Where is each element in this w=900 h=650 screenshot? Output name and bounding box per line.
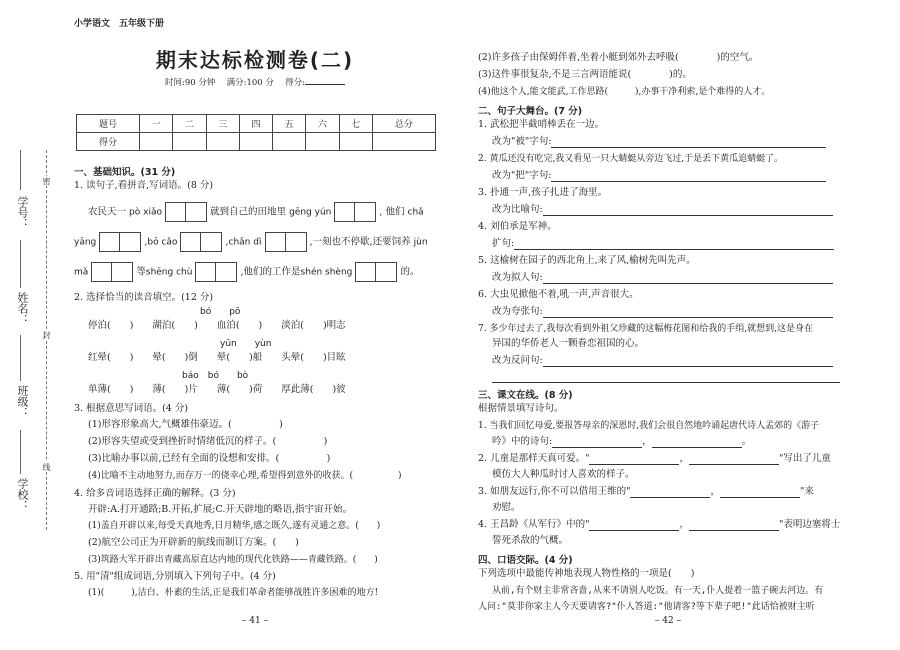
binding-dashed-line: [46, 150, 47, 530]
score-header-cell: 二: [173, 115, 206, 133]
time-text: 时间:90 分钟: [165, 78, 216, 88]
poem-4-line-2: 誓死杀敌的气概。: [492, 535, 569, 546]
score-cell[interactable]: [372, 133, 435, 151]
q4-item-3: (3)筑路大军开辟出青藏高原直达内地的现代化铁路——青藏铁路。( ): [88, 555, 378, 565]
score-blank[interactable]: [305, 84, 345, 85]
class-label: 班级：: [16, 385, 29, 418]
section-1-title: 一、基础知识。(31 分): [74, 167, 176, 178]
full-score-text: 满分:100 分: [226, 78, 274, 88]
header-tag: 小学语文 五年级下册: [74, 19, 165, 29]
task-label: 改为拟人句:: [492, 272, 543, 283]
poem-1-line-1: 1. 当我们回忆母爱,要报答母亲的深恩时,我们会很自然地吟诵起唐代诗人孟郊的《游子: [478, 421, 820, 431]
pinyin-prompt: mǎ: [74, 267, 89, 278]
school-line: [20, 430, 21, 474]
sentence-3-task: [492, 204, 833, 216]
page-number-right: – 42 –: [654, 616, 682, 626]
answer-line[interactable]: [630, 497, 710, 498]
pinyin-prompt: yāng: [74, 237, 97, 248]
sentence-7-line-2: 异国的华侨老人一颗眷恋祖国的心。: [492, 338, 645, 349]
score-cell[interactable]: [173, 133, 206, 151]
sentence-7-task: [492, 355, 833, 367]
q5-item-2: (2)许多孩子由保姆伴着,坐着小艇到郊外去呼吸( )的空气。: [478, 52, 759, 63]
q5-item-1: (1)( ),洁白、朴素的生活,正是我们革命者能够战胜许多困难的地方!: [88, 588, 379, 598]
q1-text: 的。: [400, 266, 420, 278]
score-header-cell: 总分: [372, 115, 435, 133]
poem-intro: 根据情景填写诗句。: [478, 403, 564, 414]
answer-line[interactable]: [689, 464, 779, 465]
q4-options: 开辟:A.打开通路;B.开拓,扩展;C.开天辟地的略语,指宇宙开始。: [88, 504, 352, 515]
exam-title: 期末达标检测卷(二): [155, 48, 355, 72]
q1-line-1: [88, 202, 424, 222]
sentence-2: 2. 黄瓜还没有吃完,我又看见一只大蜻蜓从旁边飞过,于是丢下黄瓜追蜻蜓了。: [478, 154, 784, 164]
answer-line[interactable]: [552, 447, 642, 448]
score-header-cell: 五: [273, 115, 306, 133]
poem-text: 吟》中的诗句:: [492, 436, 553, 447]
score-cell[interactable]: [306, 133, 339, 151]
char-grid[interactable]: [165, 202, 207, 222]
q2-pinyin-3: báo bó bò: [182, 371, 249, 381]
score-cell[interactable]: [206, 133, 239, 151]
sentence-5: 5. 这榆树在园子的西北角上,来了风,榆树先叫先声。: [478, 255, 696, 266]
binding-margin: [0, 0, 60, 650]
char-grid[interactable]: [265, 232, 307, 252]
score-row-label: 得分: [77, 133, 140, 151]
q4-item-1: (1)盖自开辟以来,每受天真地秀,日月精华,感之既久,遂有灵通之意。( ): [88, 521, 381, 531]
score-header-cell: 七: [339, 115, 372, 133]
score-cell[interactable]: [140, 133, 173, 151]
answer-line[interactable]: [492, 382, 840, 383]
score-text: 得分:: [285, 78, 305, 88]
left-page: [70, 0, 440, 650]
score-value-row: [77, 133, 436, 151]
q1-text: 就到自己的田地里: [210, 206, 287, 218]
q2-row-2: 红晕( ) 晕( )倒 晕( )船 头晕( )目眩: [88, 352, 346, 363]
char-grid[interactable]: [180, 232, 222, 252]
q3-item-1: (1)形容形象高大,气概雄伟豪迈。( ): [88, 419, 283, 430]
sentence-4: 4. 刘伯承是军神。: [478, 221, 557, 232]
sentence-1: 1. 武松把半截哨棒丢在一边。: [478, 119, 605, 130]
student-name-label: 姓名：: [16, 292, 29, 325]
q2-row-3: 单薄( ) 薄( )片 薄( )荷 厚此薄( )彼: [88, 384, 346, 395]
story-line-1: 从前,有个财主非常吝啬,从来不请别人吃饭。有一天,仆人提着一篮子碗去河边。有: [492, 586, 824, 596]
q2-pinyin-1: bó pō: [200, 307, 241, 317]
score-header-cell: 三: [206, 115, 239, 133]
pinyin-prompt: jùn: [413, 237, 428, 248]
pinyin-prompt: chǎn dì: [228, 237, 262, 248]
char-grid[interactable]: [99, 232, 141, 252]
task-label: 改为反问句:: [492, 355, 543, 366]
poem-text: "写出了儿童: [778, 453, 831, 464]
question-5: 5. 用"清"组成词语,分别填入下列句子中。(4 分): [74, 571, 276, 582]
poem-text: 4. 王昌龄《从军行》中的": [478, 519, 590, 530]
score-header-cell: 一: [140, 115, 173, 133]
poem-1-line-2: 吟》中的诗句: ， 。: [492, 436, 752, 447]
sentence-3: 3. 扑通一声,孩子扎进了海里。: [478, 187, 608, 198]
pinyin-prompt: pò xiǎo: [129, 207, 162, 218]
sentence-7-extra: [492, 371, 840, 383]
sentence-4-task: [492, 238, 834, 250]
student-id-line: [20, 150, 21, 190]
char-grid[interactable]: [195, 262, 237, 282]
cut-mark-feng: 封: [42, 331, 51, 339]
poem-4-line-1: 4. 王昌龄《从军行》中的" ， "表明边塞将士: [478, 519, 841, 530]
pinyin-prompt: shén shèng: [300, 267, 353, 278]
answer-line[interactable]: [589, 530, 679, 531]
answer-line[interactable]: [543, 317, 833, 318]
sentence-6: 6. 大虫见掀他不着,吼一声,声音很大。: [478, 289, 639, 300]
q5-item-4: (4)他这个人,能文能武,工作思路( ),办事干净利索,是个难得的人才。: [478, 87, 771, 97]
school-label: 学校：: [16, 478, 29, 511]
q2-row-1: 停泊( ) 湖泊( ) 血泊( ) 淡泊( )明志: [88, 320, 346, 331]
question-4: 4. 给多音词语选择正确的解释。(3 分): [74, 488, 236, 499]
q3-item-3: (3)比喻办事以前,已经有全面的设想和安排。( ): [88, 453, 331, 464]
cut-mark-mi: 密: [42, 177, 51, 185]
story-line-2: 人问:"莫非你家主人今天要请客?"仆人答道:"他请客?等下辈子吧!"此话恰被财主听: [478, 602, 815, 612]
sentence-1-task: [492, 136, 826, 148]
q1-text: ,: [144, 236, 148, 248]
char-grid[interactable]: [91, 262, 133, 282]
section-2-title: 二、句子大舞台。(7 分): [478, 106, 583, 117]
poem-3-line-1: 3. 如朋友远行,你不可以借用王维的" ， "来: [478, 486, 814, 497]
answer-line[interactable]: [543, 283, 833, 284]
q4-item-2: (2)航空公司正为开辟新的航线而制订方案。( ): [88, 537, 299, 548]
right-page: [478, 0, 858, 650]
q1-text: ,他们的工作是: [240, 266, 301, 278]
q1-text: , 他们: [379, 206, 405, 218]
score-cell[interactable]: [273, 133, 306, 151]
poem-2-line-1: 2. 儿童是那样天真可爱。" ， "写出了儿童: [478, 453, 831, 464]
cut-mark-xian: 线: [42, 463, 51, 471]
q2-pinyin-2: yūn yùn: [220, 339, 272, 349]
char-grid[interactable]: [334, 202, 376, 222]
task-label: 改为夸张句:: [492, 306, 543, 317]
q1-text: ,: [225, 236, 229, 248]
pinyin-prompt: chǎ: [407, 207, 424, 218]
task-label: 改为比喻句:: [492, 204, 543, 215]
q5-item-3: (3)这件事很复杂,不是三言两语能说( )的。: [478, 69, 692, 80]
question-3: 3. 根据意思写词语。(4 分): [74, 403, 189, 414]
task-label: 扩句:: [492, 238, 515, 249]
poem-2-line-2: 模仿大人种瓜时讨人喜欢的样子。: [492, 469, 635, 480]
poem-text: 2. 儿童是那样天真可爱。": [478, 453, 590, 464]
page-number-left: – 41 –: [241, 616, 269, 626]
section-4-title: 四、口语交际。(4 分): [478, 555, 573, 566]
score-header-cell: 题号: [77, 115, 140, 133]
answer-line[interactable]: [551, 181, 826, 182]
q3-item-4: (4)比喻不主动地努力,而存万一的侥幸心理,希望得到意外的收获。( ): [88, 471, 402, 481]
score-cell[interactable]: [339, 133, 372, 151]
q1-text: 农民天一: [88, 206, 127, 218]
pinyin-prompt: gēng yún: [289, 207, 332, 218]
score-header-cell: 六: [306, 115, 339, 133]
answer-line[interactable]: [543, 215, 833, 216]
q3-item-2: (2)形容失望或受到挫折时情绪低沉的样子。( ): [88, 436, 328, 447]
oral-question: 下列选项中最能传神地表现人物性格的一项是( ): [478, 568, 695, 579]
pinyin-prompt: bō cǎo: [147, 237, 178, 248]
task-label: 改为"被"字句:: [492, 136, 552, 147]
answer-line[interactable]: [543, 366, 833, 367]
answer-line[interactable]: [720, 497, 800, 498]
task-label: 改为"把"字句:: [492, 170, 552, 181]
sentence-7-line-1: 7. 多少年过去了,我每次看到外祖父珍藏的这幅梅花图和给我的手绢,就想到,这是身在: [478, 324, 814, 334]
poem-text: "表明边塞将士: [778, 519, 841, 530]
answer-line[interactable]: [589, 464, 679, 465]
sentence-5-task: [492, 272, 833, 284]
poem-text: "来: [800, 486, 814, 497]
char-grid[interactable]: [355, 262, 397, 282]
score-header-row: [77, 115, 436, 133]
score-header-cell: 四: [239, 115, 272, 133]
question-1: 1. 读句子,看拼音,写词语。(8 分): [74, 180, 214, 191]
poem-text: 3. 如朋友远行,你不可以借用王维的": [478, 486, 631, 497]
q1-line-2: [74, 232, 428, 252]
score-table: [76, 114, 436, 151]
student-id-label: 学号：: [16, 196, 29, 229]
sentence-6-task: [492, 306, 833, 318]
answer-line[interactable]: [514, 249, 834, 250]
class-line: [20, 335, 21, 381]
answer-line[interactable]: [652, 447, 742, 448]
q1-text: ,一刻也不停歇,还要饲养: [309, 236, 411, 248]
sentence-2-task: [492, 170, 826, 182]
poem-3-line-2: 劝慰。: [492, 502, 521, 513]
answer-line[interactable]: [551, 147, 826, 148]
student-name-line: [20, 240, 21, 288]
pinyin-prompt: shēng chù: [145, 267, 193, 278]
q1-text: 等: [136, 266, 146, 278]
score-cell[interactable]: [239, 133, 272, 151]
section-3-title: 三、课文在线。(8 分): [478, 390, 573, 401]
exam-meta: [70, 76, 440, 88]
answer-line[interactable]: [689, 530, 779, 531]
question-2: 2. 选择恰当的读音填空。(12 分): [74, 292, 214, 303]
q1-line-3: [74, 262, 419, 282]
